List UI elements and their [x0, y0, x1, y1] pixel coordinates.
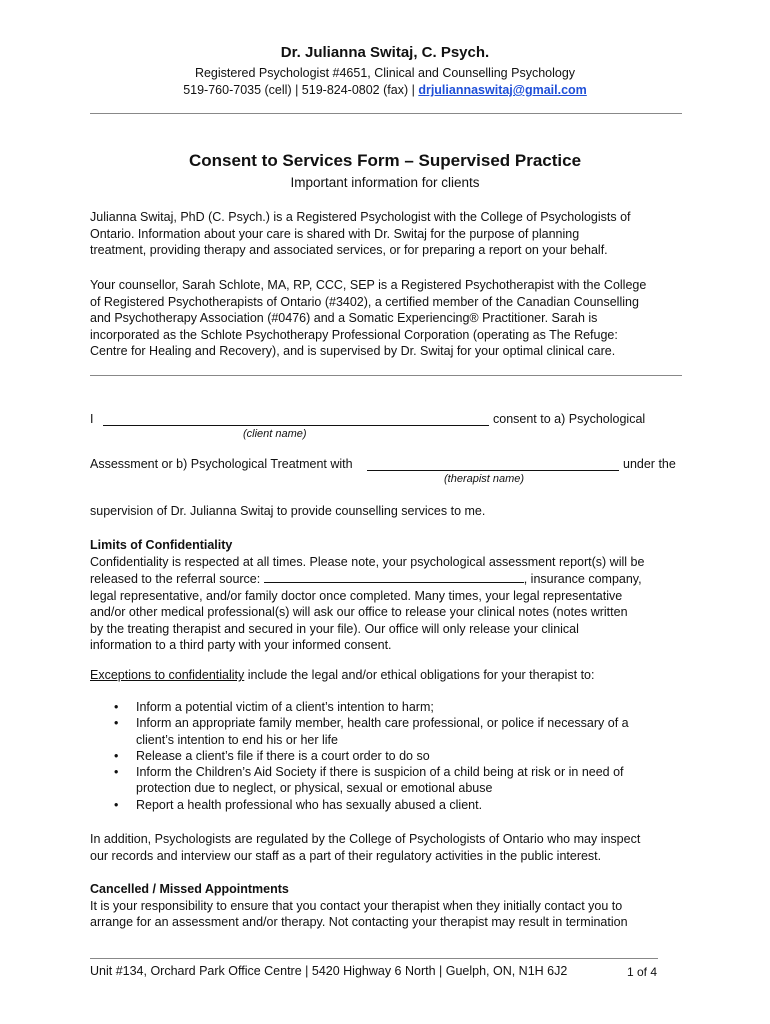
text-line: incorporated as the Schlote Psychotherapy Professional Corporation (operating as The Refuge:: [90, 327, 618, 342]
text-line: Your counsellor, Sarah Schlote, MA, RP, CCC, SEP is a Registered Psychotherapist with the College: [90, 278, 647, 292]
under-text: under the: [623, 457, 676, 471]
referral-source-field[interactable]: [264, 570, 524, 583]
text-line: by the treating therapist and secured in your file). Our office will only release your clinical: [90, 621, 579, 636]
intro-paragraph-2: [90, 277, 690, 360]
list-item: [112, 764, 687, 797]
practitioner-name: Dr. Julianna Switaj, C. Psych.: [280, 44, 490, 61]
text-line: information to a third party with your informed consent.: [90, 638, 392, 652]
client-name-caption: (client name): [243, 428, 307, 440]
list-item-text: Report a health professional who has sexually abused a client.: [136, 797, 483, 812]
referral-suffix: , insurance company,: [523, 572, 642, 586]
client-name-field[interactable]: [103, 425, 489, 426]
therapist-name-caption: (therapist name): [444, 473, 525, 485]
text-line: Ontario. Information about your care is shared with Dr. Switaj for the purpose of planning: [90, 226, 580, 241]
practitioner-credentials: Registered Psychologist #4651, Clinical and Counselling Psychology: [194, 66, 576, 80]
list-item-text: client’s intention to end his or her life: [136, 732, 338, 747]
section-divider: [90, 375, 682, 376]
footer-address: Unit #134, Orchard Park Office Centre | 5420 Highway 6 North | Guelph, ON, N1H 6J2: [90, 964, 568, 978]
text-line: In addition, Psychologists are regulated by the College of Psychologists of Ontario who may inspect: [90, 832, 641, 846]
list-item: [112, 699, 687, 715]
text-line: legal representative, and/or family doctor once completed. Many times, your legal representative: [90, 588, 623, 603]
bullet-icon: •: [114, 765, 119, 780]
exceptions-line: [90, 667, 690, 684]
consent-i-label: I: [90, 412, 94, 426]
contact-line: [0, 83, 770, 97]
referral-prefix: released to the referral source:: [90, 572, 261, 586]
text-line: Confidentiality is respected at all times. Please note, your psychological assessment report(s) will be: [90, 554, 645, 569]
intro-paragraph-1: [90, 209, 690, 259]
consent-text: consent to a) Psychological: [493, 412, 646, 426]
confidentiality-section: [90, 537, 690, 654]
bullet-icon: •: [114, 797, 119, 812]
list-item-text: Inform a potential victim of a client’s intention to harm;: [136, 700, 434, 714]
regulation-paragraph: [90, 831, 690, 864]
list-item: [112, 715, 687, 748]
text-line: and Psychotherapy Association (#0476) and a Somatic Experiencing® Practitioner. Sarah is: [90, 311, 598, 325]
list-item-text: Inform an appropriate family member, health care professional, or police if necessary of a: [136, 716, 629, 731]
footer-divider: [90, 958, 658, 959]
header-divider: [90, 113, 682, 114]
text-line: It is your responsibility to ensure that you contact your therapist when they initially contact you to: [90, 898, 623, 913]
bullet-icon: •: [114, 748, 119, 763]
confidentiality-heading: Limits of Confidentiality: [90, 538, 233, 552]
assessment-text: Assessment or b) Psychological Treatment with: [90, 457, 353, 471]
text-line: Julianna Switaj, PhD (C. Psych.) is a Registered Psychologist with the College of Psychologists of: [90, 210, 631, 224]
referral-line: [90, 570, 690, 588]
page-number: 1 of 4: [627, 965, 658, 979]
exceptions-link: Exceptions to confidentiality: [90, 668, 245, 682]
list-item: [112, 797, 687, 813]
list-item-text: Release a client’s file if there is a court order to do so: [136, 748, 430, 763]
list-item-text: Inform the Children’s Aid Society if there is suspicion of a child being at risk or in need of: [136, 765, 624, 780]
bullet-icon: •: [114, 716, 119, 731]
bullet-icon: •: [114, 700, 119, 714]
list-item: [112, 748, 687, 764]
text-line: our records and interview our staff as a part of their regulatory activities in the public interest.: [90, 848, 602, 863]
cancelled-heading: Cancelled / Missed Appointments: [90, 882, 289, 896]
list-item-text: protection due to neglect, or physical, sexual or emotional abuse: [136, 781, 493, 796]
text-line: treatment, providing therapy and associated services, or for preparing a report on your behalf.: [90, 243, 608, 257]
form-title: Consent to Services Form – Supervised Practice: [188, 151, 582, 170]
supervision-text: supervision of Dr. Julianna Switaj to provide counselling services to me.: [90, 504, 486, 518]
email-link[interactable]: drjuliannaswitaj@gmail.com: [418, 83, 587, 97]
text-line: Centre for Healing and Recovery), and is supervised by Dr. Switaj for your optimal clinical care.: [90, 344, 616, 358]
text-line: and/or other medical professional(s) will ask our office to release your clinical notes (notes written: [90, 605, 628, 619]
exceptions-text: include the legal and/or ethical obligations for your therapist to:: [244, 668, 595, 682]
text-line: of Registered Psychotherapists of Ontario (#3402), a certified member of the Canadian Counselling: [90, 294, 639, 309]
form-subtitle: Important information for clients: [290, 175, 480, 190]
cancelled-section: [90, 881, 690, 931]
exceptions-list: [112, 699, 687, 813]
therapist-name-field[interactable]: [367, 470, 619, 471]
contact-phones: 519-760-7035 (cell) | 519-824-0802 (fax) |: [183, 83, 419, 97]
text-line: arrange for an assessment and/or therapy. Not contacting your therapist may result in termination: [90, 915, 628, 929]
